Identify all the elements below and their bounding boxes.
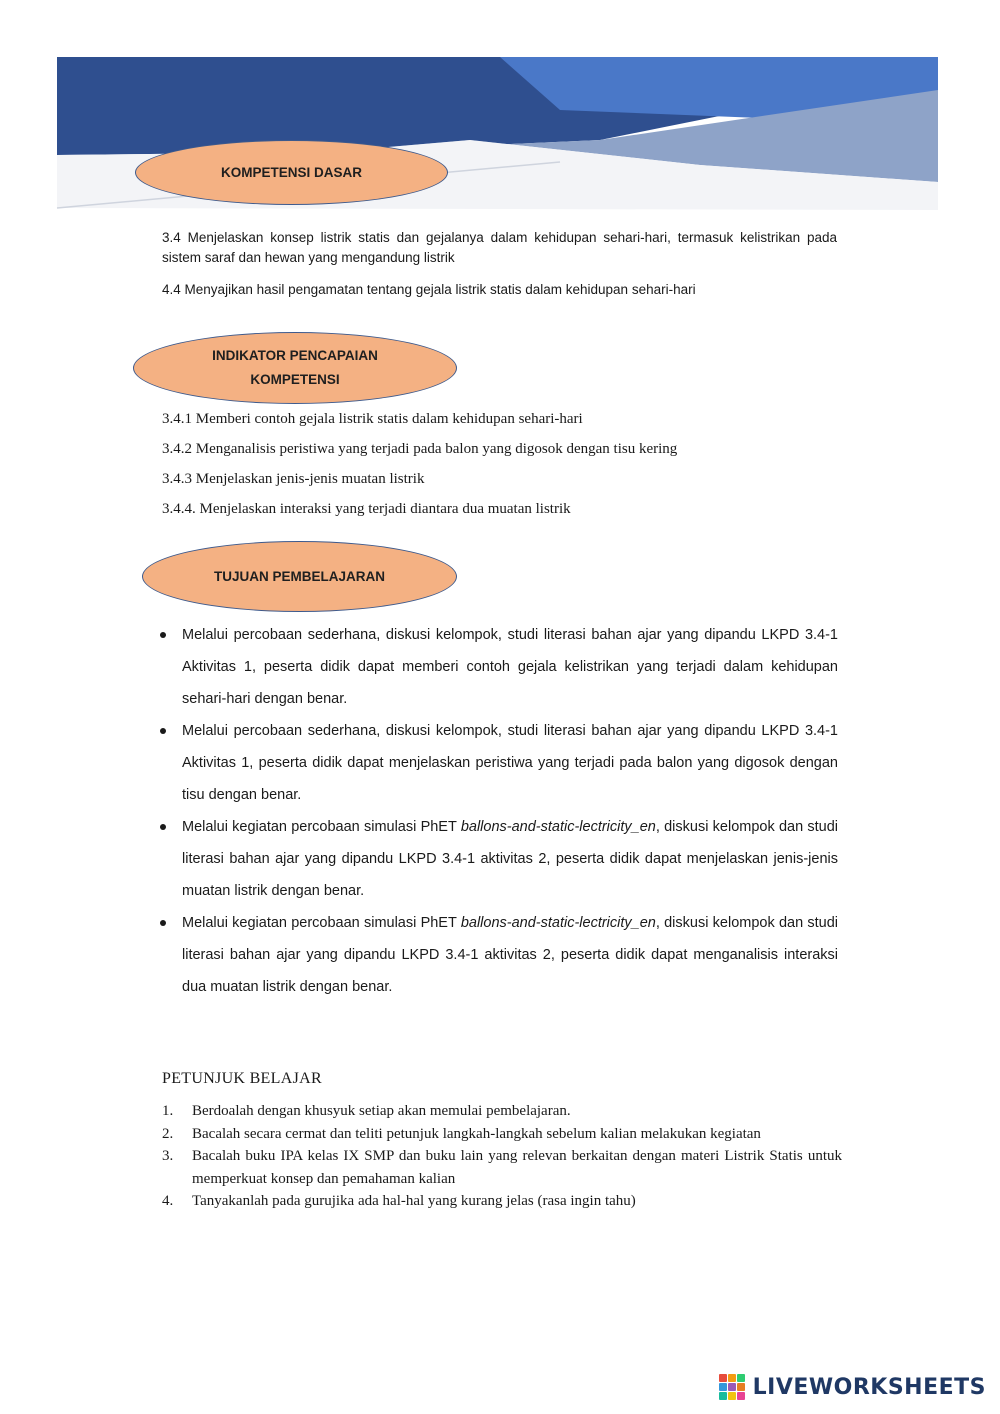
instruction-text: Berdoalah dengan khusyuk setiap akan memulai pembelajaran. bbox=[192, 1103, 571, 1119]
competency-heading-ellipse bbox=[135, 140, 448, 205]
bullet-icon bbox=[160, 632, 166, 638]
competency-item bbox=[162, 280, 837, 300]
instruction-item bbox=[162, 1145, 842, 1190]
logo-cell bbox=[737, 1383, 745, 1391]
instruction-text: Tanyakanlah pada gurujika ada hal-hal yang kurang jelas (rasa ingin tahu) bbox=[192, 1193, 636, 1209]
logo-cell bbox=[728, 1374, 736, 1382]
instruction-number: 3. bbox=[162, 1148, 174, 1164]
instruction-text: Bacalah secara cermat dan teliti petunjuk langkah-langkah sebelum kalian melakukan kegiatan bbox=[192, 1125, 761, 1142]
competency-heading: KOMPETENSI DASAR bbox=[220, 164, 362, 180]
indicator-item: 3.4.2 Menganalisis peristiwa yang terjadi pada balon yang digosok dengan tisu kering bbox=[162, 441, 678, 457]
instruction-item bbox=[162, 1190, 842, 1213]
indicator-heading-line1: INDIKATOR PENCAPAIAN bbox=[212, 348, 378, 364]
logo-cell bbox=[719, 1383, 727, 1391]
instruction-number: 4. bbox=[162, 1193, 174, 1209]
instruction-text: Bacalah buku IPA kelas IX SMP dan buku lain yang relevan berkaitan dengan materi Listrik Statis untuk memperkuat konsep dan pemahaman kalian bbox=[192, 1148, 842, 1187]
goal-item bbox=[160, 619, 838, 715]
competency-item-number: 3.4 bbox=[162, 230, 181, 245]
goal-item bbox=[160, 811, 838, 907]
goal-item bbox=[160, 715, 838, 811]
logo-cell bbox=[719, 1392, 727, 1400]
bullet-icon bbox=[160, 728, 166, 734]
instruction-item bbox=[162, 1100, 842, 1123]
indicator-item: 3.4.3 Menjelaskan jenis-jenis muatan listrik bbox=[162, 471, 425, 487]
indicator-heading-line2: KOMPETENSI bbox=[250, 372, 340, 387]
goal-text: Melalui percobaan sederhana, diskusi kelompok, studi literasi bahan ajar yang dipandu LKPD 3.4-1 Aktivitas 1, peserta didik dapat menjelaskan peristiwa yang terjadi pada balon yang digosok dengan tisu dengan benar. bbox=[182, 723, 838, 803]
instruction-item bbox=[162, 1123, 842, 1146]
logo-cell bbox=[719, 1374, 727, 1382]
goals-heading: TUJUAN PEMBELAJARAN bbox=[213, 568, 385, 584]
competency-item-text: Menjelaskan konsep listrik statis dan gejalanya dalam kehidupan sehari-hari, termasuk kelistrikan pada sistem saraf dan hewan yang mengandung listrik bbox=[162, 230, 837, 265]
bullet-icon bbox=[160, 824, 166, 830]
competency-item-text: Menyajikan hasil pengamatan tentang gejala listrik statis dalam kehidupan sehari-hari bbox=[184, 282, 696, 297]
competency-item-number: 4.4 bbox=[162, 282, 181, 297]
goal-text-after: , diskusi kelompok dan studi literasi bahan ajar yang dipandu LKPD 3.4-1 aktivitas 2, peserta didik dapat menjelaskan jenis-jenis muatan listrik dengan benar. bbox=[182, 819, 838, 899]
goals-list bbox=[160, 619, 838, 1003]
liveworksheets-logo[interactable] bbox=[719, 1372, 986, 1402]
indicator-heading-ellipse bbox=[133, 332, 457, 404]
goal-italic: ballons-and-static-lectricity_en bbox=[460, 819, 656, 835]
logo-cell bbox=[728, 1392, 736, 1400]
goal-item bbox=[160, 907, 838, 1003]
bullet-icon bbox=[160, 920, 166, 926]
logo-text: LIVEWORKSHEETS bbox=[752, 1374, 986, 1400]
goal-italic: ballons-and-static-lectricity_en bbox=[460, 915, 656, 931]
logo-cell bbox=[737, 1392, 745, 1400]
instruction-number: 2. bbox=[162, 1125, 174, 1142]
goals-heading-ellipse bbox=[142, 541, 457, 612]
goal-text-after: , diskusi kelompok dan studi literasi bahan ajar yang dipandu LKPD 3.4-1 aktivitas 2, peserta didik dapat menganalisis interaksi dua muatan listrik dengan benar. bbox=[182, 915, 838, 995]
goal-text: Melalui kegiatan percobaan simulasi PhET bbox=[182, 915, 461, 931]
logo-cell bbox=[737, 1374, 745, 1382]
instructions-list bbox=[162, 1100, 842, 1213]
header-banner bbox=[0, 0, 1000, 230]
indicator-item: 3.4.1 Memberi contoh gejala listrik statis dalam kehidupan sehari-hari bbox=[162, 411, 583, 427]
logo-cell bbox=[728, 1383, 736, 1391]
instruction-number: 1. bbox=[162, 1103, 174, 1119]
indicator-item: 3.4.4. Menjelaskan interaksi yang terjadi diantara dua muatan listrik bbox=[162, 501, 571, 517]
logo-grid-icon bbox=[719, 1374, 745, 1400]
instructions-heading: PETUNJUK BELAJAR bbox=[162, 1070, 322, 1087]
competency-item bbox=[162, 228, 837, 268]
goal-text: Melalui kegiatan percobaan simulasi PhET bbox=[182, 819, 461, 835]
goal-text: Melalui percobaan sederhana, diskusi kelompok, studi literasi bahan ajar yang dipandu LKPD 3.4-1 Aktivitas 1, peserta didik dapat memberi contoh gejala kelistrikan yang terjadi dalam kehidupan sehari-hari dengan benar. bbox=[182, 627, 838, 707]
